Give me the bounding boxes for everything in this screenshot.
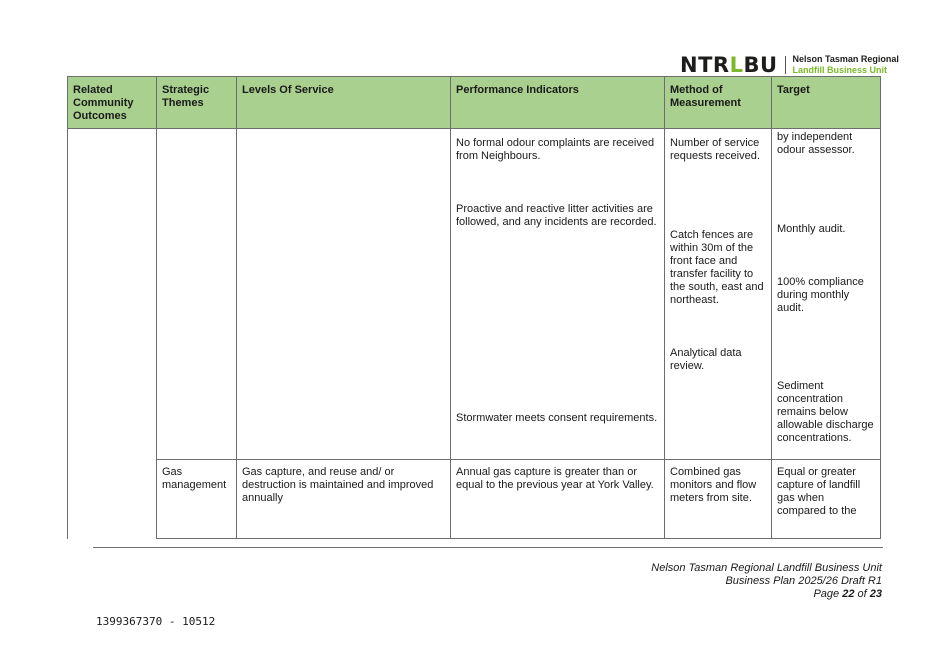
levels-of-service-table-wrap — [67, 76, 880, 539]
levels-of-service-table — [67, 76, 881, 539]
logo-mark: NTRLBU — [680, 53, 778, 77]
footer-page-number: Page 22 of 23 — [813, 588, 882, 600]
cell-method-of-measurement — [665, 129, 772, 460]
measurement-catch-fences: Catch fences are within 30m of the front face and transfer facility to the south, east and northeast. — [670, 229, 764, 306]
header-related-community-outcomes: Related Community Outcomes — [68, 77, 157, 129]
header-method-of-measurement: Method of Measurement — [665, 77, 772, 129]
cell-community-outcomes — [68, 129, 157, 539]
cell-level-of-service — [237, 129, 451, 460]
target-sediment: Sediment concentration remains below allowable discharge concentrations. — [777, 380, 874, 444]
header-strategic-themes: Strategic Themes — [157, 77, 237, 129]
measurement-service-requests: Number of service requests received. — [670, 137, 760, 162]
cell-target-gas: Equal or greater capture of landfill gas when compared to the — [772, 460, 881, 539]
header-levels-of-service: Levels Of Service — [237, 77, 451, 129]
cell-indicator-gas: Annual gas capture is greater than or equal to the previous year at York Valley. — [451, 460, 665, 539]
logo-line-1: Nelson Tasman Regional — [792, 54, 899, 64]
page-footer — [651, 562, 882, 601]
header-target: Target — [772, 77, 881, 129]
header-performance-indicators: Performance Indicators — [451, 77, 665, 129]
cell-strategic-theme — [157, 129, 237, 460]
target-monthly-audit: Monthly audit. — [777, 223, 846, 235]
document-id: 1399367370 - 10512 — [96, 615, 216, 628]
cell-measurement-gas: Combined gas monitors and flow meters from site. — [665, 460, 772, 539]
table-header-row — [68, 77, 881, 129]
indicator-litter: Proactive and reactive litter activities are followed, and any incidents are recorded. — [456, 203, 657, 228]
cell-performance-indicators — [451, 129, 665, 460]
footer-divider — [93, 547, 883, 548]
logo-text — [793, 54, 899, 76]
page-total: 23 — [869, 588, 882, 600]
page-current: 22 — [842, 588, 855, 600]
measurement-analytical-data: Analytical data review. — [670, 347, 742, 372]
indicator-stormwater: Stormwater meets consent requirements. — [456, 412, 658, 424]
cell-level-of-service-gas: Gas capture, and reuse and/ or destruction is maintained and improved annually — [237, 460, 451, 539]
ntrlbu-logo — [680, 52, 899, 78]
logo-divider — [785, 56, 786, 74]
target-compliance: 100% compliance during monthly audit. — [777, 276, 864, 314]
footer-org: Nelson Tasman Regional Landfill Business Unit — [651, 562, 882, 574]
footer-doc-title: Business Plan 2025/26 Draft R1 — [725, 575, 882, 587]
target-odour-assessor: by independent odour assessor. — [777, 131, 855, 156]
table-row — [68, 460, 881, 539]
logo-line-2: Landfill Business Unit — [792, 65, 888, 75]
cell-target — [772, 129, 881, 460]
cell-strategic-theme-gas: Gas management — [157, 460, 237, 539]
indicator-odour: No formal odour complaints are received from Neighbours. — [456, 137, 655, 162]
table-row — [68, 129, 881, 460]
